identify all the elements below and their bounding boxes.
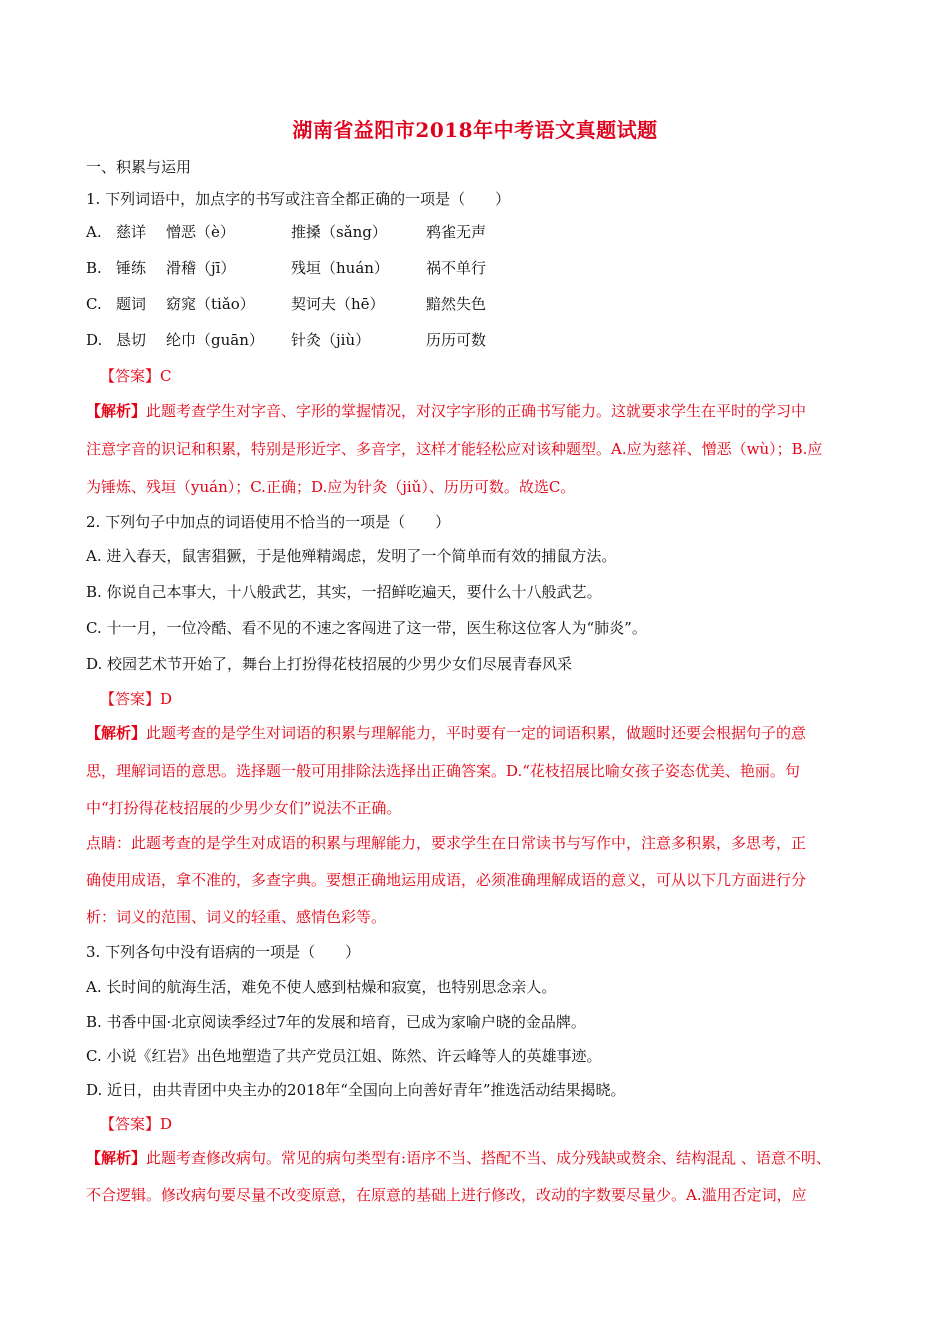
question-2-option-c: C. 十一月，一位冷酷、看不见的不速之客闯进了这一带，医生称这位客人为“肺炎”。 <box>86 619 647 637</box>
question-1-option-a: A. 慈详 憎恶（è） 推搡（sǎng） 鸦雀无声 <box>86 223 487 241</box>
page-title: 湖南省益阳市2018年中考语文真题试题 <box>292 118 658 142</box>
question-2-option-b: B. 你说自己本事大，十八般武艺，其实，一招鲜吃遍天，要什么十八般武艺。 <box>86 583 602 601</box>
question-3-option-d: D. 近日，由共青团中央主办的2018年“全国向上向善好青年”推选活动结果揭晓。 <box>86 1081 626 1099</box>
analysis-2-line-1: 【解析】此题考查的是学生对词语的积累与理解能力，平时要有一定的词语积累，做题时还要会根据句子的意 <box>86 724 807 742</box>
section-heading: 一、积累与运用 <box>86 158 192 176</box>
answer-1: 【答案】C <box>100 367 172 385</box>
analysis-3-line-1: 【解析】此题考查修改病句。常见的病句类型有:语序不当、搭配不当、成分残缺或赘余、结构混乱 、语意不明、 <box>86 1149 831 1167</box>
question-1-option-c: C. 题词 窈窕（tiǎo） 契诃夫（hē） 黯然失色 <box>86 295 487 313</box>
question-3-option-c: C. 小说《红岩》出色地塑造了共产党员江姐、陈然、许云峰等人的英雄事迹。 <box>86 1047 602 1065</box>
question-1-option-b: B. 锤练 滑稽（jī） 残垣（huán） 祸不单行 <box>86 259 487 277</box>
question-1-stem: 1. 下列词语中，加点字的书写或注音全都正确的一项是（ ） <box>86 190 511 208</box>
question-3-option-b: B. 书香中国·北京阅读季经过7年的发展和培育，已成为家喻户晓的金品牌。 <box>86 1013 586 1031</box>
answer-2: 【答案】D <box>100 690 173 708</box>
analysis-3-line-2: 不合逻辑。修改病句要尽量不改变原意，在原意的基础上进行修改，改动的字数要尽量少。A.滥用否定词，应 <box>86 1186 807 1204</box>
question-1-option-d: D. 恳切 纶巾（guān） 针灸（jiù） 历历可数 <box>86 331 487 349</box>
analysis-1-line-1: 【解析】此题考查学生对字音、字形的掌握情况，对汉字字形的正确书写能力。这就要求学生在平时的学习中 <box>86 402 807 420</box>
tip-line-1: 点睛：此题考查的是学生对成语的积累与理解能力，要求学生在日常读书与写作中，注意多积累，多思考，正 <box>86 834 807 852</box>
analysis-2-line-2: 思，理解词语的意思。选择题一般可用排除法选择出正确答案。D.“花枝招展比喻女孩子姿态优美、艳丽。句 <box>86 762 800 780</box>
question-2-stem: 2. 下列句子中加点的词语使用不恰当的一项是（ ） <box>86 513 451 531</box>
tip-line-3: 析：词义的范围、词义的轻重、感情色彩等。 <box>86 908 387 926</box>
question-3-option-a: A. 长时间的航海生活，难免不使人感到枯燥和寂寞，也特别思念亲人。 <box>86 978 557 996</box>
analysis-2-line-3: 中“打扮得花枝招展的少男少女们”说法不正确。 <box>86 799 402 817</box>
analysis-1-line-2: 注意字音的识记和积累，特别是形近字、多音字，这样才能轻松应对该种题型。A.应为慈祥、憎恶（wù）；B.应 <box>86 440 823 458</box>
question-3-stem: 3. 下列各句中没有语病的一项是（ ） <box>86 943 361 961</box>
question-2-option-a: A. 进入春天，鼠害猖獗，于是他殚精竭虑，发明了一个简单而有效的捕鼠方法。 <box>86 547 617 565</box>
answer-3: 【答案】D <box>100 1115 173 1133</box>
analysis-1-line-3: 为锤炼、残垣（yuán）；C.正确；D.应为针灸（jiǔ）、历历可数。故选C。 <box>86 478 576 496</box>
tip-line-2: 确使用成语，拿不准的，多查字典。要想正确地运用成语，必须准确理解成语的意义，可从以下几方面进行分 <box>86 871 807 889</box>
question-2-option-d: D. 校园艺术节开始了，舞台上打扮得花枝招展的少男少女们尽展青春风采 <box>86 655 573 673</box>
